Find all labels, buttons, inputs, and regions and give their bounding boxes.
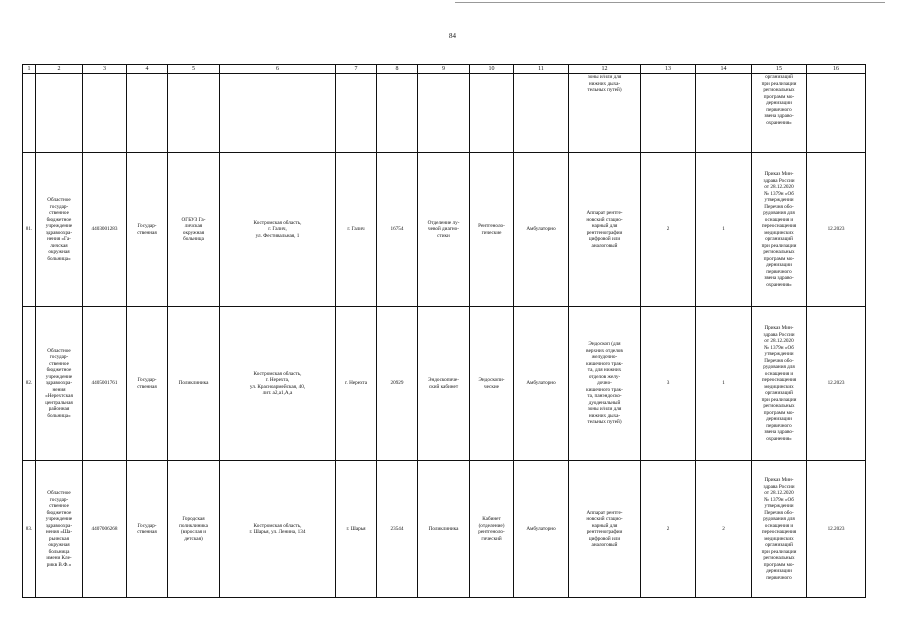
- order-cell: организаций при реализации региональных программ мо- дернизации первичного звена здраво- охранения»: [752, 74, 807, 153]
- column-header: 1: [23, 65, 36, 74]
- address-cell: Костромская область, г. Шарья, ул. Ленина, 134: [220, 461, 336, 598]
- ownership-cell: Государ- ственная: [127, 461, 168, 598]
- equipment-cell: Аппарат рентге- новский стацио- нарный для рентгенографии цифровой или аналоговый: [569, 461, 641, 598]
- city-cell: г. Галич: [336, 153, 377, 307]
- ownership-cell: Государ- ственная: [127, 153, 168, 307]
- city-cell: г. Нерехта: [336, 307, 377, 461]
- column-header: 8: [377, 65, 418, 74]
- row-number: 83.: [23, 461, 36, 598]
- column-header: 3: [83, 65, 127, 74]
- profile-cell: Рентгеноло- гические: [470, 153, 514, 307]
- date-cell: 12.2023: [807, 307, 866, 461]
- care-type-cell: Амбулаторно: [514, 461, 569, 598]
- order-cell: Приказ Мин- здрава России от 28.12.2020 № 1379н «Об утверждении Перечня обо- рудования для оснащения и переоснащения медицинских организаций при реализации региональных программ мо- дернизации первичного звена здраво- охранения»: [752, 153, 807, 307]
- city-cell: г. Шарья: [336, 461, 377, 598]
- ownership-cell: Государ- ственная: [127, 307, 168, 461]
- quantity-cell: 1: [696, 153, 752, 307]
- department-cell: Поликлиника: [418, 461, 470, 598]
- column-header: 14: [696, 65, 752, 74]
- organization-cell: Областное государ- ственное бюджетное учреждение здравоохра- нения «Га- личская окружная больница»: [36, 153, 83, 307]
- profile-cell: Кабинет (отделение) рентгеноло- гический: [470, 461, 514, 598]
- column-header: 7: [336, 65, 377, 74]
- quantity-cell: 2: [696, 461, 752, 598]
- row-number: 82.: [23, 307, 36, 461]
- date-cell: 12.2023: [807, 461, 866, 598]
- column-header: 11: [514, 65, 569, 74]
- order-cell: Приказ Мин- здрава России от 28.12.2020 № 1379н «Об утверждении Перечня обо- рудования для оснащения и переоснащения медицинских организаций при реализации региональных программ мо- дернизации первичного звена здраво- охранения»: [752, 307, 807, 461]
- address-cell: Костромская область, г. Нерехта, ул. Красноармейская, 40, лит. а2,а1,А,а: [220, 307, 336, 461]
- profile-cell: Эндоскопи- ческие: [470, 307, 514, 461]
- row-number: 81.: [23, 153, 36, 307]
- department-cell: Отделение лу- чевой диагно- стики: [418, 153, 470, 307]
- column-header: 16: [807, 65, 866, 74]
- column-header: 12: [569, 65, 641, 74]
- column-header: 5: [168, 65, 220, 74]
- table-row: [23, 461, 866, 598]
- header-row: [23, 65, 866, 74]
- okato-cell: 20929: [377, 307, 418, 461]
- organization-cell: Областное государ- ственное бюджетное учреждение здравоохра- нения «Нерехтская центральная районная больница»: [36, 307, 83, 461]
- order-cell: Приказ Мин- здрава России от 28.12.2020 № 1379н «Об утверждении Перечня обо- рудования для оснащения и переоснащения медицинских организаций при реализации региональных программ мо- дернизации первичного: [752, 461, 807, 598]
- facility-cell: Городская поликлиника (взрослая и детская): [168, 461, 220, 598]
- column-header: 13: [641, 65, 696, 74]
- equipment-cell: Эндоскоп (для верхних отделов желудочно- кишечного трак- та, для нижних отделов желу- дочно- кишечного трак- та, панэндоско- дуоденальный зоны и/или для нижних дыха- тельных путей): [569, 307, 641, 461]
- quantity-cell: 3: [641, 307, 696, 461]
- organization-cell: Областное государ- ственное бюджетное учреждение здравоохра- нения «Ша- рьинская окружная больница имени Кле- рикв В.Ф.»: [36, 461, 83, 598]
- table-row: [23, 153, 866, 307]
- address-cell: Костромская область, г. Галич, ул. Фестивальная, 1: [220, 153, 336, 307]
- column-header: 4: [127, 65, 168, 74]
- column-header: 15: [752, 65, 807, 74]
- equipment-cell: Аппарат рентге- новский стацио- нарный для рентгенографии цифровой или аналоговый: [569, 153, 641, 307]
- department-cell: Эндоскопиче- ский кабинет: [418, 307, 470, 461]
- date-cell: 12.2023: [807, 153, 866, 307]
- column-header: 9: [418, 65, 470, 74]
- top-rule: [455, 2, 885, 3]
- okato-cell: 16754: [377, 153, 418, 307]
- facility-cell: Поликлиника: [168, 307, 220, 461]
- code-cell: 4405001761: [83, 307, 127, 461]
- table-row: [23, 307, 866, 461]
- okato-cell: 23544: [377, 461, 418, 598]
- quantity-cell: 2: [641, 153, 696, 307]
- table-row-continuation: [23, 74, 866, 153]
- facility-cell: ОГБУЗ Га- личская окружная больница: [168, 153, 220, 307]
- column-header: 6: [220, 65, 336, 74]
- code-cell: 4407006268: [83, 461, 127, 598]
- column-header: 2: [36, 65, 83, 74]
- code-cell: 4403001283: [83, 153, 127, 307]
- quantity-cell: 1: [696, 307, 752, 461]
- quantity-cell: 2: [641, 461, 696, 598]
- equipment-cell: зоны и/или для нижних дыха- тельных путей): [569, 74, 641, 153]
- equipment-table: [22, 64, 866, 598]
- care-type-cell: Амбулаторно: [514, 307, 569, 461]
- care-type-cell: Амбулаторно: [514, 153, 569, 307]
- column-header: 10: [470, 65, 514, 74]
- page-number: 84: [449, 32, 456, 40]
